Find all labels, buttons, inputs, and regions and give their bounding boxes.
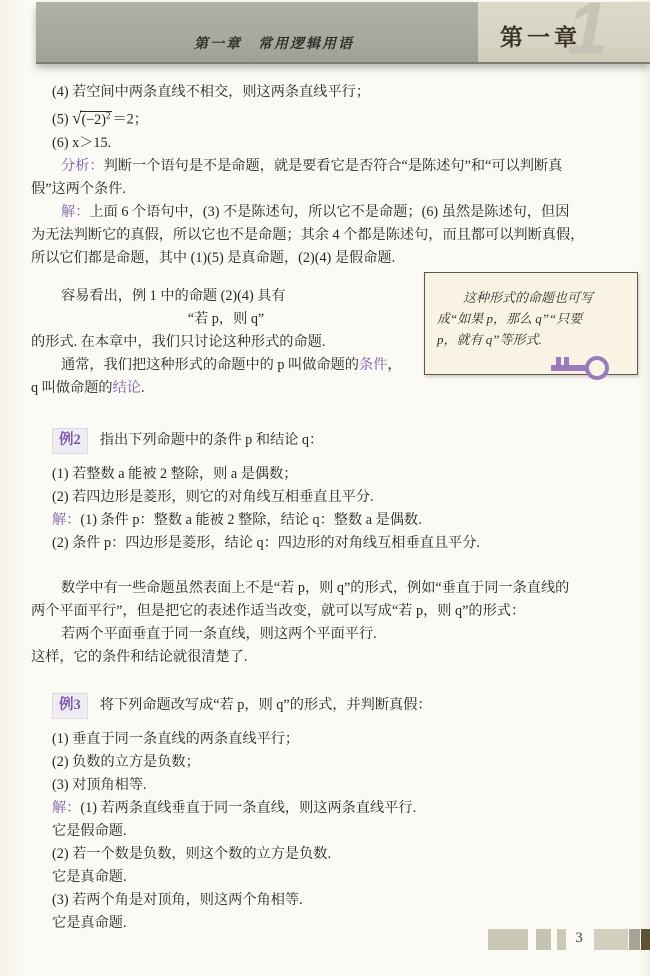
page-number: 3 bbox=[575, 930, 583, 946]
example1-continuation bbox=[31, 81, 622, 270]
term-conclusion: 结论 bbox=[112, 379, 141, 396]
example2-item: (2) 若四边形是菱形，则它的对角线互相垂直且平分. bbox=[52, 488, 374, 505]
if-p-then-q-display: “若 p，则 q” bbox=[187, 310, 265, 327]
example3-solution-line bbox=[31, 797, 622, 820]
example2-heading bbox=[31, 428, 622, 454]
example2-solution-line: (2) 条件 p：四边形是菱形，结论 q：四边形的对角线互相垂直且平分. bbox=[52, 534, 480, 551]
margin-note bbox=[424, 272, 638, 375]
radicand-base: (−2) bbox=[81, 111, 106, 128]
example2-solution-line bbox=[31, 509, 622, 532]
example3-badge: 例3 bbox=[52, 693, 88, 719]
solution-text: (1) 若两条直线垂直于同一条直线，则这两条直线平行. bbox=[80, 799, 417, 816]
chapter-tab bbox=[478, 2, 650, 62]
chapter-number-watermark: 1 bbox=[566, 2, 608, 62]
example3-item: (2) 负数的立方是负数； bbox=[52, 753, 200, 770]
solution-text: (1) 条件 p：整数 a 能被 2 整除，结论 q：整数 a 是偶数. bbox=[80, 511, 422, 528]
margin-note-line: 成“如果 p，那么 q”“只要 bbox=[437, 311, 583, 326]
footer-decoration-block bbox=[594, 929, 628, 950]
statement-item-6: (6) x＞15. bbox=[52, 134, 112, 151]
example3-solution-line: 它是真命题. bbox=[52, 868, 127, 885]
example3-solution-line: (2) 若一个数是负数，则这个数的立方是负数. bbox=[52, 845, 332, 862]
paragraph-line: 若两个平面垂直于同一条直线，则这两个平面平行. bbox=[61, 625, 377, 642]
chapter-tab-label: 第一章 bbox=[500, 24, 581, 50]
paragraph-text: 通常，我们把这种形式的命题中的 p 叫做命题的 bbox=[61, 356, 359, 373]
paragraph-line bbox=[31, 377, 622, 400]
rewriting-discussion bbox=[31, 577, 622, 669]
solution-line bbox=[31, 201, 622, 224]
example2-badge: 例2 bbox=[52, 428, 88, 454]
solution-label: 解： bbox=[61, 203, 90, 220]
running-title: 第一章 常用逻辑用语 bbox=[194, 35, 354, 51]
margin-note-line: 这种形式的命题也可写 bbox=[463, 290, 594, 305]
chapter-header-bar bbox=[36, 2, 650, 62]
paragraph-line: 的形式. 在本章中，我们只讨论这种形式的命题. bbox=[31, 333, 326, 350]
footer-decoration-block bbox=[488, 929, 528, 950]
key-icon bbox=[549, 349, 611, 389]
page-footer bbox=[0, 929, 650, 951]
analysis-text: 判断一个语句是不是命题，就是要看它是否符合“是陈述句”和“可以判断真 bbox=[103, 157, 563, 174]
example-3 bbox=[31, 693, 622, 935]
statement-item-4: (4) 若空间中两条直线不相交，则这两条直线平行； bbox=[52, 84, 371, 100]
solution-line: 为无法判断它的真假，所以它也不是命题；其余 4 个都是陈述句，而且都可以判断真假， bbox=[31, 226, 585, 243]
example3-item: (1) 垂直于同一条直线的两条直线平行； bbox=[52, 730, 300, 747]
radicand-exponent: 2 bbox=[105, 110, 111, 120]
analysis-label: 分析： bbox=[61, 157, 104, 174]
example3-heading bbox=[31, 693, 622, 719]
example3-prompt: 将下列命题改写成“若 p，则 q”的形式，并判断真假： bbox=[99, 696, 432, 713]
analysis-line bbox=[31, 155, 622, 178]
example3-solution-line: 它是真命题. bbox=[52, 914, 127, 931]
solution-line: 所以它们都是命题，其中 (1)(5) 是真命题，(2)(4) 是假命题. bbox=[31, 249, 396, 266]
example2-item: (1) 若整数 a 能被 2 整除，则 a 是偶数； bbox=[52, 465, 298, 482]
solution-text: 上面 6 个语句中，(3) 不是陈述句，所以它不是命题；(6) 虽然是陈述句，但因 bbox=[89, 203, 570, 220]
page-body bbox=[31, 64, 622, 935]
example3-solution-line: 它是假命题. bbox=[52, 822, 127, 839]
paragraph-line: 这样，它的条件和结论就很清楚了. bbox=[31, 648, 248, 665]
sqrt-radicand bbox=[80, 111, 112, 128]
paragraph-text: ， bbox=[387, 356, 402, 373]
paragraph-line: 数学中有一些命题虽然表面上不是“若 p，则 q”的形式，例如“垂直于同一条直线的 bbox=[61, 579, 570, 596]
example2-prompt: 指出下列命题中的条件 p 和结论 q： bbox=[99, 431, 324, 448]
example-2 bbox=[31, 428, 622, 555]
solution-label: 解： bbox=[52, 799, 81, 816]
paragraph-line: 容易看出，例 1 中的命题 (2)(4) 具有 bbox=[61, 287, 286, 304]
paragraph-text: q 叫做命题的 bbox=[31, 379, 113, 396]
footer-decoration-block bbox=[536, 929, 551, 950]
paragraph-text: . bbox=[140, 379, 145, 396]
footer-decoration-block bbox=[557, 929, 566, 950]
statement-item-5 bbox=[31, 104, 622, 132]
footer-decoration-block bbox=[641, 929, 650, 950]
margin-note-line: p，就有 q”等形式. bbox=[437, 332, 542, 347]
footer-decoration-block bbox=[629, 929, 640, 950]
term-condition: 条件 bbox=[358, 356, 388, 373]
math-prefix: (5) bbox=[52, 111, 73, 128]
paragraph-line: 两个平面平行”，但是把它的表述作适当改变，就可以写成“若 p，则 q”的形式： bbox=[31, 602, 526, 619]
solution-label: 解： bbox=[52, 511, 81, 528]
math-suffix: ＝2； bbox=[112, 111, 148, 128]
sqrt-sign: √ bbox=[72, 108, 81, 128]
example3-solution-line: (3) 若两个角是对顶角，则这两个角相等. bbox=[52, 891, 303, 908]
example3-item: (3) 对顶角相等. bbox=[52, 776, 147, 793]
analysis-line: 假”这两个条件. bbox=[31, 180, 126, 197]
